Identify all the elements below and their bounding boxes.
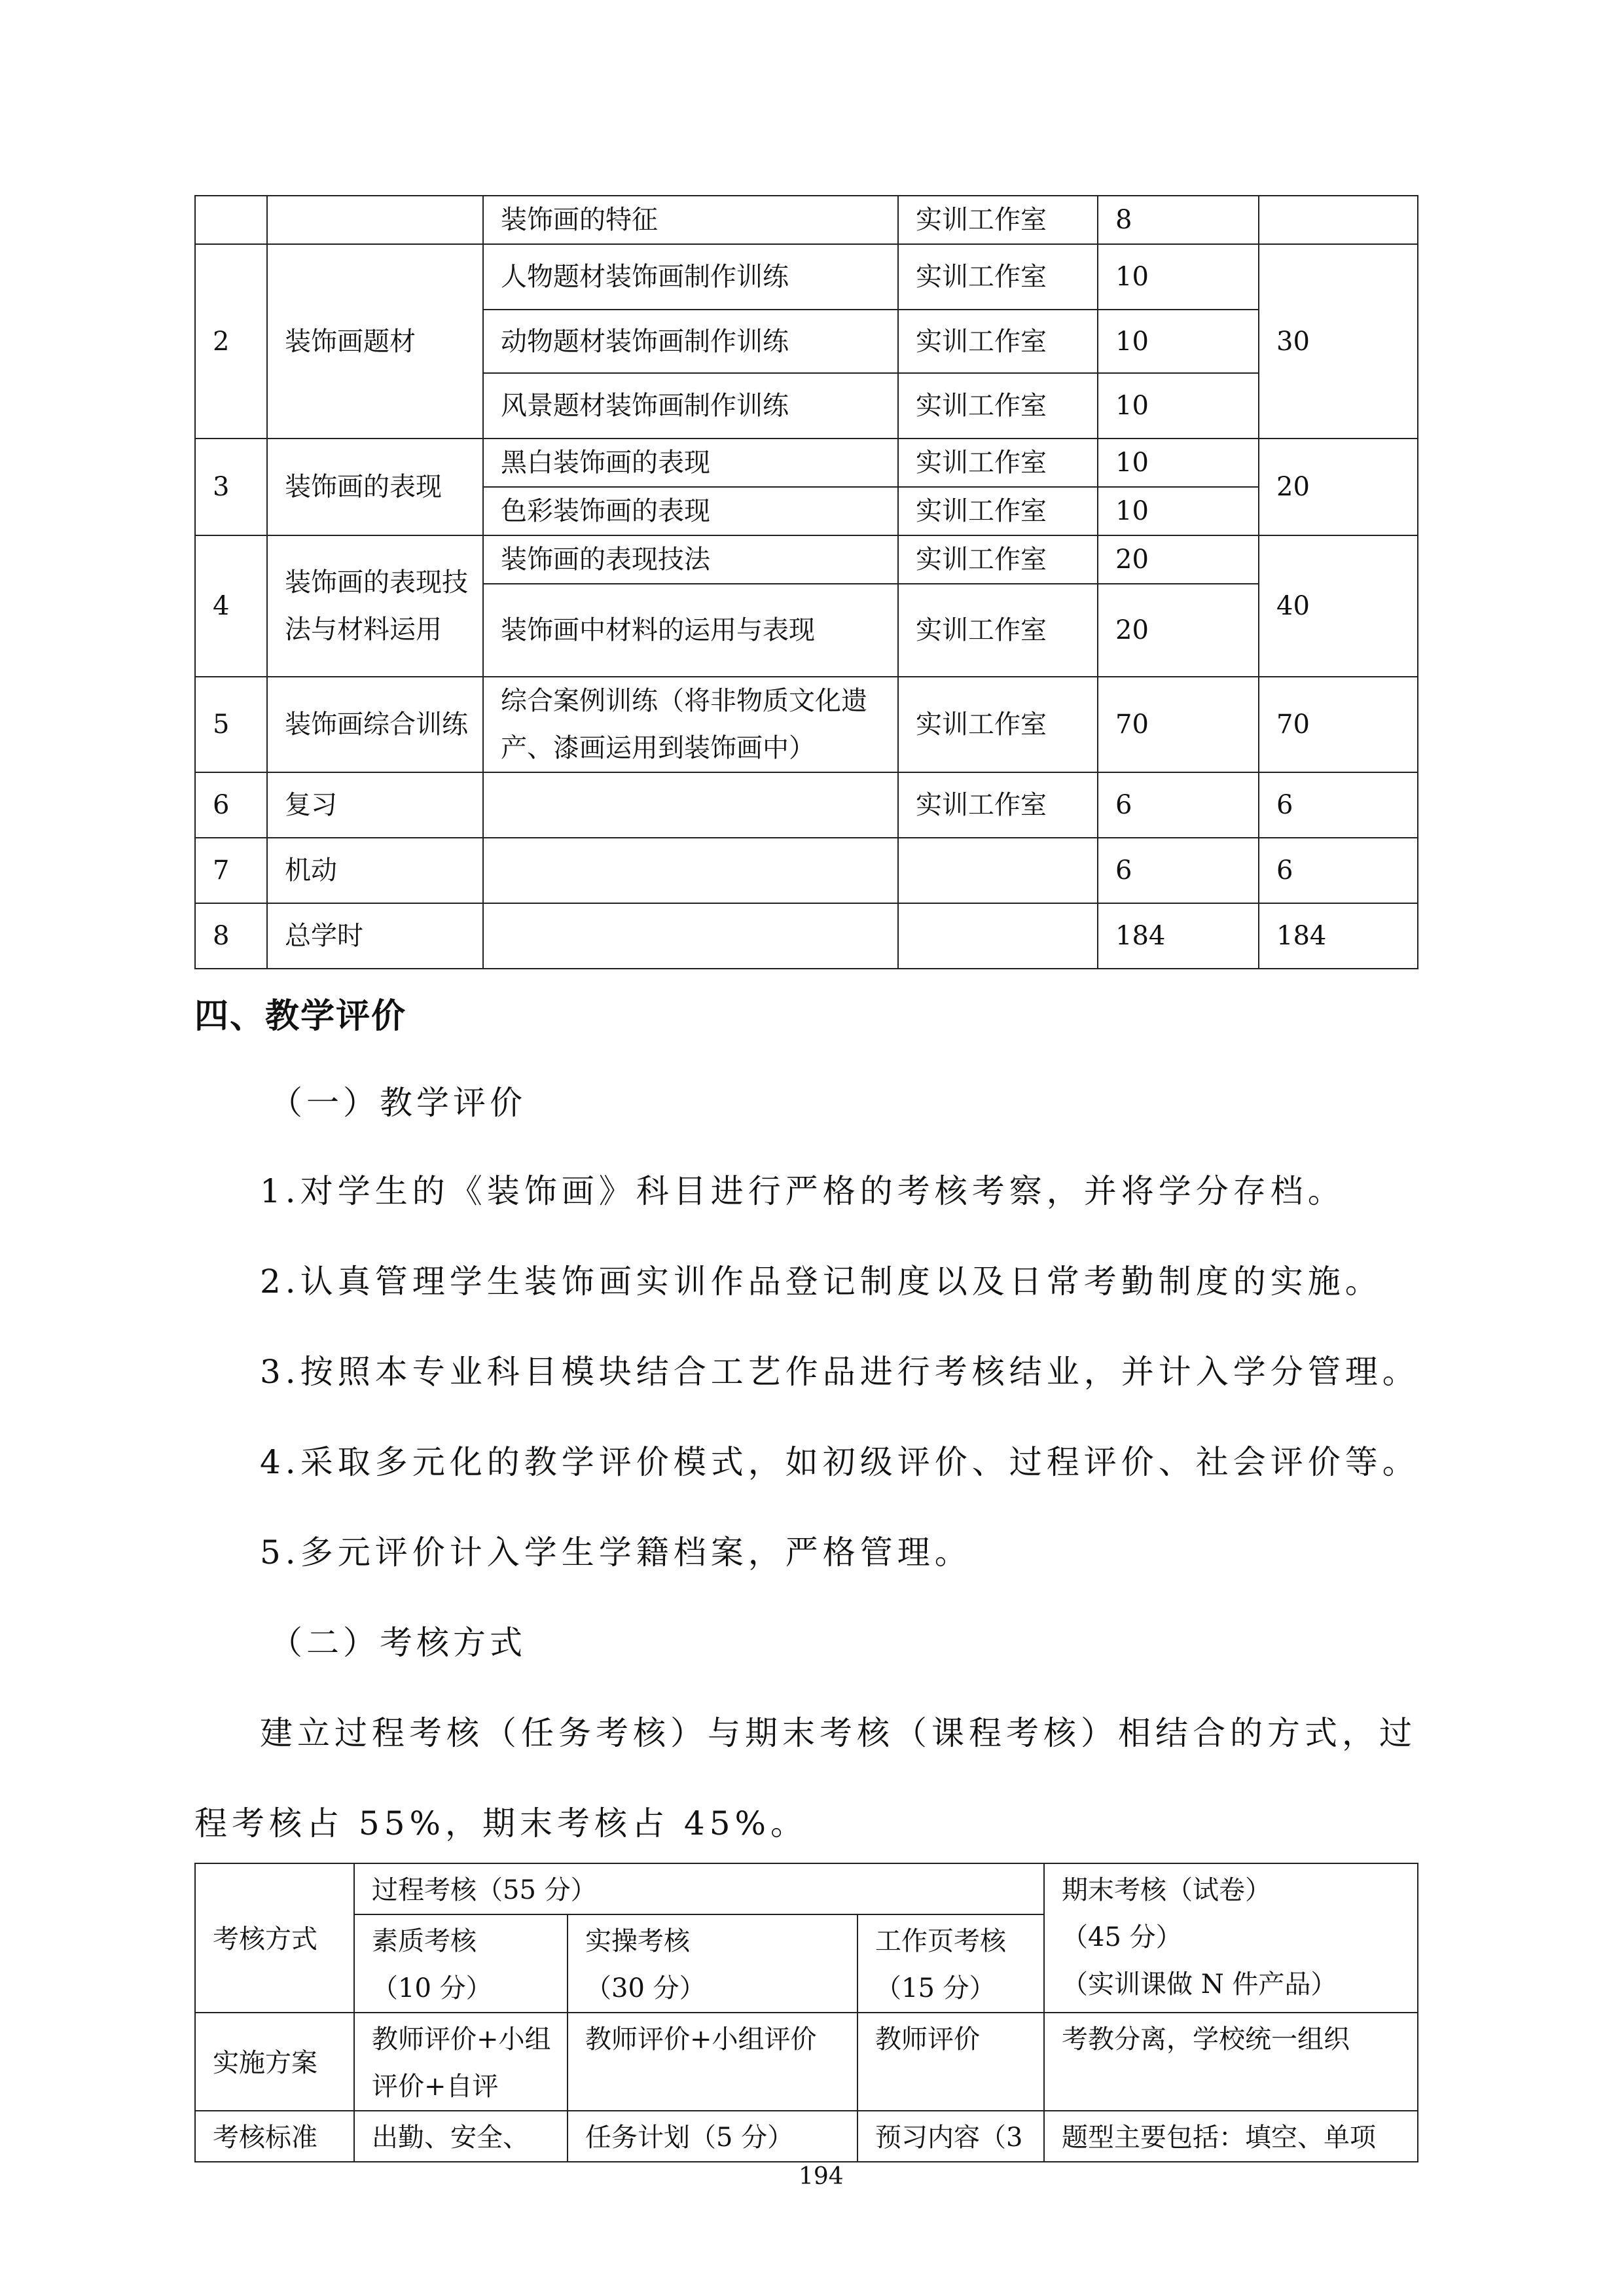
- cell-title: 装饰画综合训练: [267, 677, 483, 772]
- standard-workpage: 预习内容（3: [857, 2111, 1044, 2162]
- cell-place: 实训工作室: [898, 310, 1098, 373]
- table-row: [195, 535, 1418, 584]
- cell-content: 综合案例训练（将非物质文化遗产、漆画运用到装饰画中）: [483, 677, 898, 772]
- eval-item: 5.多元评价计入学生学籍档案，严格管理。: [260, 1534, 972, 1571]
- cell-hours: 10: [1098, 439, 1259, 487]
- cell-no: 8: [195, 903, 267, 969]
- schedule-table: [194, 195, 1418, 969]
- header-workpage-title: 工作页考核: [875, 1926, 1006, 1956]
- cell-title: 总学时: [267, 903, 483, 969]
- header-method: 考核方式: [195, 1863, 354, 2013]
- cell-total: 184: [1259, 903, 1418, 969]
- header-final: [1044, 1863, 1418, 2013]
- cell-hours: 10: [1098, 310, 1259, 373]
- header-practice-title: 实操考核: [585, 1926, 690, 1956]
- cell-hours: 8: [1098, 196, 1259, 244]
- table-row: [195, 196, 1418, 244]
- table-row: [195, 1863, 1418, 1914]
- table-row: [195, 439, 1418, 487]
- header-final-title: 期末考核（试卷）: [1062, 1875, 1271, 1905]
- eval-item: 4.采取多元化的教学评价模式，如初级评价、过程评价、社会评价等。: [260, 1443, 1420, 1481]
- cell-total: 6: [1259, 772, 1418, 838]
- standard-final: 题型主要包括：填空、单项: [1044, 2111, 1418, 2162]
- cell-title: 装饰画的表现: [267, 439, 483, 535]
- plan-final: 考教分离，学校统一组织: [1044, 2013, 1418, 2111]
- cell-no: 4: [195, 535, 267, 677]
- header-practice-score: （30 分）: [585, 1973, 706, 2003]
- cell-place: 实训工作室: [898, 677, 1098, 772]
- cell-hours: 184: [1098, 903, 1259, 969]
- cell-hours: 10: [1098, 487, 1259, 535]
- table-row: [195, 838, 1418, 903]
- cell-hours: 10: [1098, 373, 1259, 439]
- cell-title: 装饰画题材: [267, 244, 483, 439]
- cell-place: [898, 903, 1098, 969]
- cell-content: 装饰画中材料的运用与表现: [483, 584, 898, 677]
- page-number: 194: [799, 2163, 844, 2190]
- standard-quality: 出勤、安全、: [354, 2111, 568, 2162]
- header-process: 过程考核（55 分）: [354, 1863, 1044, 1914]
- assessment-paragraph-line: 程考核占 55%，期末考核占 45%。: [194, 1804, 808, 1842]
- eval-item: 1.对学生的《装饰画》科目进行严格的考核考察，并将学分存档。: [260, 1172, 1345, 1210]
- table-row: [195, 2111, 1418, 2162]
- header-workpage-score: （15 分）: [875, 1973, 996, 2003]
- table-row: [195, 903, 1418, 969]
- cell-hours: 20: [1098, 535, 1259, 584]
- cell-no: 7: [195, 838, 267, 903]
- cell-content: 人物题材装饰画制作训练: [483, 244, 898, 310]
- cell-content: 装饰画的特征: [483, 196, 898, 244]
- header-practice: [568, 1914, 857, 2013]
- row-standard-label: 考核标准: [195, 2111, 354, 2162]
- cell-content: 黑白装饰画的表现: [483, 439, 898, 487]
- cell-total: 70: [1259, 677, 1418, 772]
- table-row: [195, 772, 1418, 838]
- cell-title: 机动: [267, 838, 483, 903]
- cell-place: 实训工作室: [898, 772, 1098, 838]
- subsection-title-evaluation: （一）教学评价: [270, 1084, 526, 1122]
- cell-content: 风景题材装饰画制作训练: [483, 373, 898, 439]
- cell-content: 装饰画的表现技法: [483, 535, 898, 584]
- row-plan-label: 实施方案: [195, 2013, 354, 2111]
- cell-no: 5: [195, 677, 267, 772]
- cell-total: 40: [1259, 535, 1418, 677]
- cell-no: 2: [195, 244, 267, 439]
- eval-item: 3.按照本专业科目模块结合工艺作品进行考核结业，并计入学分管理。: [260, 1353, 1420, 1391]
- cell-title: 复习: [267, 772, 483, 838]
- cell-hours: 10: [1098, 244, 1259, 310]
- subsection-title-assessment: （二）考核方式: [270, 1624, 526, 1662]
- cell-content: 色彩装饰画的表现: [483, 487, 898, 535]
- cell-total: 30: [1259, 244, 1418, 439]
- cell-place: 实训工作室: [898, 487, 1098, 535]
- header-quality-title: 素质考核: [372, 1926, 477, 1956]
- cell-total: 6: [1259, 838, 1418, 903]
- cell-content: [483, 838, 898, 903]
- cell-hours: 20: [1098, 584, 1259, 677]
- plan-practice: 教师评价+小组评价: [568, 2013, 857, 2111]
- cell-content: 动物题材装饰画制作训练: [483, 310, 898, 373]
- cell-place: 实训工作室: [898, 196, 1098, 244]
- plan-workpage: 教师评价: [857, 2013, 1044, 2111]
- cell-hours: 70: [1098, 677, 1259, 772]
- cell-hours: 6: [1098, 838, 1259, 903]
- header-quality-score: （10 分）: [372, 1973, 492, 2003]
- header-workpage: [857, 1914, 1044, 2013]
- cell-place: 实训工作室: [898, 373, 1098, 439]
- cell-place: 实训工作室: [898, 244, 1098, 310]
- cell-place: 实训工作室: [898, 584, 1098, 677]
- header-final-note: （实训课做 N 件产品）: [1062, 1969, 1337, 2000]
- cell-content: [483, 772, 898, 838]
- table-row: [195, 2013, 1418, 2111]
- assessment-table: [194, 1863, 1418, 2162]
- standard-practice: 任务计划（5 分）: [568, 2111, 857, 2162]
- cell-total: 20: [1259, 439, 1418, 535]
- plan-quality: 教师评价+小组评价+自评: [354, 2013, 568, 2111]
- eval-item: 2.认真管理学生装饰画实训作品登记制度以及日常考勤制度的实施。: [260, 1263, 1382, 1300]
- cell-title: [267, 196, 483, 244]
- cell-total: [1259, 196, 1418, 244]
- cell-content: [483, 903, 898, 969]
- cell-place: 实训工作室: [898, 439, 1098, 487]
- assessment-paragraph-line: 建立过程考核（任务考核）与期末考核（课程考核）相结合的方式，过: [260, 1714, 1416, 1752]
- header-quality: [354, 1914, 568, 2013]
- header-final-score: （45 分）: [1062, 1922, 1182, 1952]
- cell-no: 6: [195, 772, 267, 838]
- cell-hours: 6: [1098, 772, 1259, 838]
- section-title: 四、教学评价: [194, 996, 407, 1036]
- table-row: [195, 677, 1418, 772]
- cell-no: 3: [195, 439, 267, 535]
- cell-place: 实训工作室: [898, 535, 1098, 584]
- cell-place: [898, 838, 1098, 903]
- table-row: [195, 244, 1418, 310]
- cell-title: 装饰画的表现技法与材料运用: [267, 535, 483, 677]
- cell-no: [195, 196, 267, 244]
